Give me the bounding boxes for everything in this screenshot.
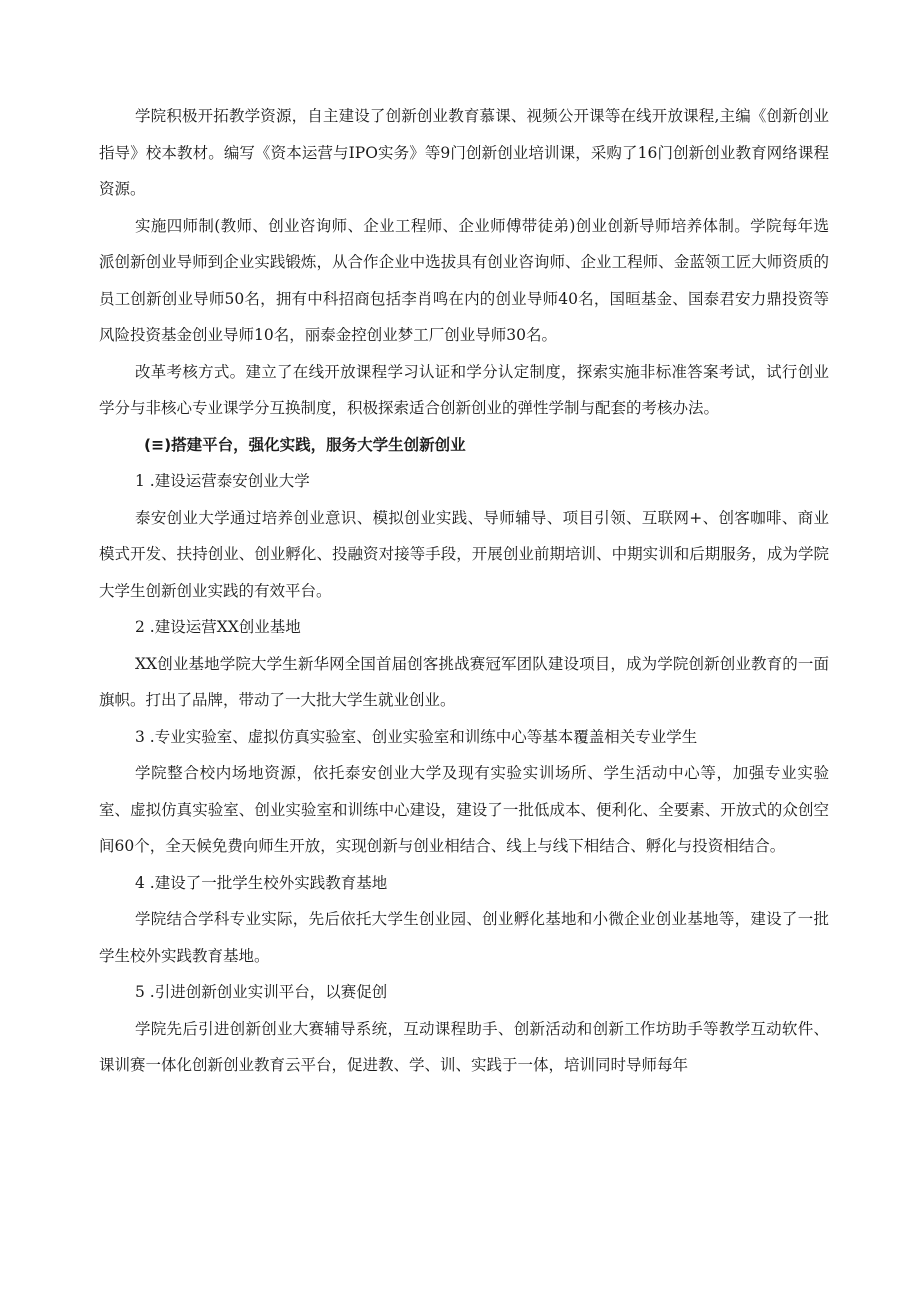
- list-item-1: 1 .建设运营泰安创业大学: [135, 472, 310, 490]
- paragraph-assessment-reform: 改革考核方式。建立了在线开放课程学习认证和学分认定制度，探索实施非标准答案考试，试行创业学分与非核心专业课学分互换制度，积极探索适合创新创业的弹性学制与配套的考核办法。: [99, 362, 829, 417]
- paragraph-teaching-resources: 学院积极开拓教学资源，自主建设了创新创业教育慕课、视频公开课等在线开放课程,主编《创新创业指导》校本教材。编写《资本运营与IPO实务》等9门创新创业培训课，采购了16门创新创业教育网络课程资源。: [99, 107, 829, 198]
- document-body: [99, 98, 829, 1084]
- paragraph-training-platform: 学院先后引进创新创业大赛辅导系统，互动课程助手、创新活动和创新工作坊助手等教学互动软件、课训赛一体化创新创业教育云平台，促进教、学、训、实践于一体，培训同时导师每年: [99, 1019, 829, 1074]
- list-item-5: 5 .引进创新创业实训平台，以赛促创: [135, 983, 388, 1001]
- paragraph-four-mentor-system: 实施四师制(教师、创业咨询师、企业工程师、企业师傅带徒弟)创业创新导师培养体制。学院每年选派创新创业导师到企业实践锻炼，从合作企业中选拔具有创业咨询师、企业工程师、金蓝领工匠大师资质的员工创新创业导师50名，拥有中科招商包括李肖鸣在内的创业导师40名，国晅基金、国泰君安力鼎投资等风险投资基金创业导师10名，丽泰金控创业梦工厂创业导师30名。: [99, 216, 829, 344]
- section-heading-platform: (≡)搭建平台，强化实践，服务大学生创新创业: [144, 435, 466, 454]
- list-item-2: 2 .建设运营XX创业基地: [135, 618, 301, 636]
- paragraph-offcampus-bases: 学院结合学科专业实际，先后依托大学生创业园、创业孵化基地和小微企业创业基地等，建设了一批学生校外实践教育基地。: [99, 910, 829, 965]
- paragraph-xx-startup-base: XX创业基地学院大学生新华网全国首届创客挑战赛冠军团队建设项目，成为学院创新创业教育的一面旗帜。打出了品牌，带动了一大批大学生就业创业。: [99, 654, 829, 709]
- paragraph-taian-startup-university: 泰安创业大学通过培养创业意识、模拟创业实践、导师辅导、项目引领、互联网+、创客咖啡、商业模式开发、扶持创业、创业孵化、投融资对接等手段，开展创业前期培训、中期实训和后期服务，成为学院大学生创新创业实践的有效平台。: [99, 508, 829, 600]
- paragraph-labs-integration: 学院整合校内场地资源，依托泰安创业大学及现有实验实训场所、学生活动中心等，加强专业实验室、虚拟仿真实验室、创业实验室和训练中心建设，建设了一批低成本、便利化、全要素、开放式的众创空间60个，全天候免费向师生开放，实现创新与创业相结合、线上与线下相结合、孵化与投资相结合。: [99, 764, 829, 855]
- list-item-4: 4 .建设了一批学生校外实践教育基地: [135, 873, 388, 892]
- list-item-3: 3 .专业实验室、虚拟仿真实验室、创业实验室和训练中心等基本覆盖相关专业学生: [135, 727, 698, 746]
